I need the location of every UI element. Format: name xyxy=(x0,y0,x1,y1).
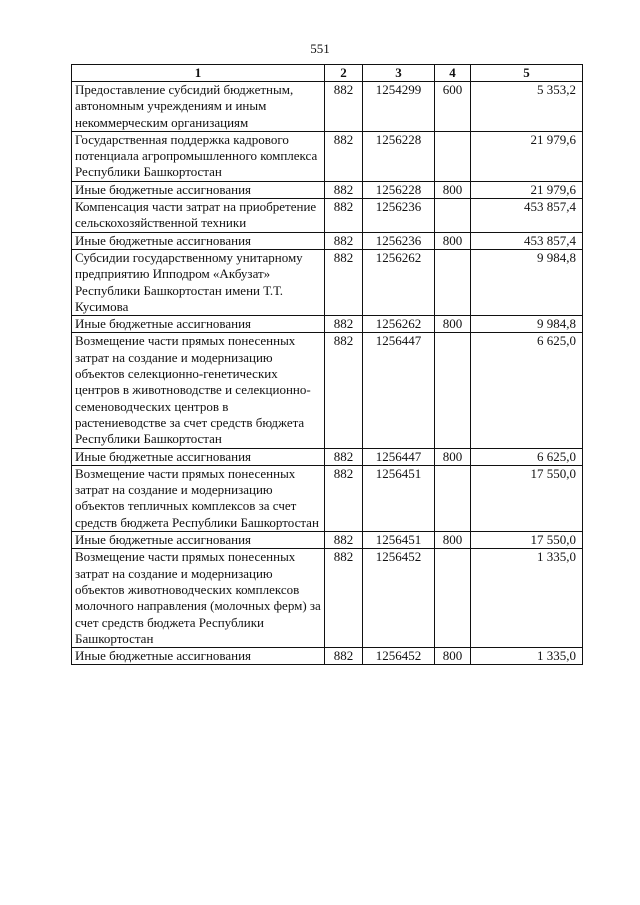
amount-cell: 21 979,6 xyxy=(471,181,583,198)
target-code-cell: 1256228 xyxy=(363,131,435,181)
expense-type-cell xyxy=(435,465,471,531)
expense-type-cell: 800 xyxy=(435,532,471,549)
expense-type-cell xyxy=(435,131,471,181)
ministry-code-cell: 882 xyxy=(325,333,363,448)
row-name-cell: Иные бюджетные ассигнования xyxy=(72,181,325,198)
row-name-cell: Иные бюджетные ассигнования xyxy=(72,648,325,665)
header-cell: 4 xyxy=(435,65,471,82)
amount-cell: 17 550,0 xyxy=(471,532,583,549)
amount-cell: 6 625,0 xyxy=(471,333,583,448)
table-row xyxy=(72,131,583,181)
table-row xyxy=(72,232,583,249)
table-row xyxy=(72,549,583,648)
ministry-code-cell: 882 xyxy=(325,199,363,233)
target-code-cell: 1256447 xyxy=(363,448,435,465)
expense-type-cell xyxy=(435,199,471,233)
ministry-code-cell: 882 xyxy=(325,181,363,198)
amount-cell: 17 550,0 xyxy=(471,465,583,531)
expense-type-cell xyxy=(435,333,471,448)
row-name-cell: Возмещение части прямых понесенных затрат на создание и модернизацию объектов селекционно-генетических центров в животноводстве и селекционно-семеноводческих центров в растениеводстве за счет средств бюджета Республики Башкортостан xyxy=(72,333,325,448)
row-name-cell: Иные бюджетные ассигнования xyxy=(72,448,325,465)
target-code-cell: 1256228 xyxy=(363,181,435,198)
amount-cell: 21 979,6 xyxy=(471,131,583,181)
row-name-cell: Предоставление субсидий бюджетным, автономным учреждениям и иным некоммерческим организациям xyxy=(72,82,325,132)
table-row xyxy=(72,316,583,333)
row-name-cell: Возмещение части прямых понесенных затрат на создание и модернизацию объектов животноводческих комплексов молочного направления (молочных ферм) за счет средств бюджета Республики Башкортостан xyxy=(72,549,325,648)
ministry-code-cell: 882 xyxy=(325,131,363,181)
target-code-cell: 1256452 xyxy=(363,648,435,665)
amount-cell: 6 625,0 xyxy=(471,448,583,465)
table-row xyxy=(72,249,583,315)
ministry-code-cell: 882 xyxy=(325,465,363,531)
ministry-code-cell: 882 xyxy=(325,532,363,549)
table-row xyxy=(72,465,583,531)
amount-cell: 453 857,4 xyxy=(471,232,583,249)
header-cell: 5 xyxy=(471,65,583,82)
row-name-cell: Иные бюджетные ассигнования xyxy=(72,316,325,333)
expense-type-cell xyxy=(435,549,471,648)
target-code-cell: 1256236 xyxy=(363,232,435,249)
amount-cell: 1 335,0 xyxy=(471,648,583,665)
table-row xyxy=(72,448,583,465)
expense-type-cell xyxy=(435,249,471,315)
page-number: 551 xyxy=(310,41,330,56)
expense-type-cell: 600 xyxy=(435,82,471,132)
row-name-cell: Возмещение части прямых понесенных затрат на создание и модернизацию объектов тепличных комплексов за счет средств бюджета Республики Башкортостан xyxy=(72,465,325,531)
table-row xyxy=(72,532,583,549)
table-row xyxy=(72,82,583,132)
amount-cell: 9 984,8 xyxy=(471,249,583,315)
target-code-cell: 1256447 xyxy=(363,333,435,448)
table-row xyxy=(72,648,583,665)
ministry-code-cell: 882 xyxy=(325,82,363,132)
target-code-cell: 1256262 xyxy=(363,249,435,315)
table-row xyxy=(72,333,583,448)
ministry-code-cell: 882 xyxy=(325,648,363,665)
header-row xyxy=(72,65,583,82)
amount-cell: 5 353,2 xyxy=(471,82,583,132)
expense-type-cell: 800 xyxy=(435,232,471,249)
amount-cell: 9 984,8 xyxy=(471,316,583,333)
header-cell: 1 xyxy=(72,65,325,82)
row-name-cell: Государственная поддержка кадрового потенциала агропромышленного комплекса Республики Башкортостан xyxy=(72,131,325,181)
expense-type-cell: 800 xyxy=(435,448,471,465)
ministry-code-cell: 882 xyxy=(325,316,363,333)
ministry-code-cell: 882 xyxy=(325,549,363,648)
budget-table xyxy=(71,64,583,665)
target-code-cell: 1254299 xyxy=(363,82,435,132)
ministry-code-cell: 882 xyxy=(325,448,363,465)
expense-type-cell: 800 xyxy=(435,316,471,333)
target-code-cell: 1256451 xyxy=(363,465,435,531)
ministry-code-cell: 882 xyxy=(325,232,363,249)
amount-cell: 1 335,0 xyxy=(471,549,583,648)
target-code-cell: 1256451 xyxy=(363,532,435,549)
row-name-cell: Компенсация части затрат на приобретение сельскохозяйственной техники xyxy=(72,199,325,233)
header-cell: 3 xyxy=(363,65,435,82)
row-name-cell: Иные бюджетные ассигнования xyxy=(72,232,325,249)
expense-type-cell: 800 xyxy=(435,648,471,665)
target-code-cell: 1256262 xyxy=(363,316,435,333)
table-row xyxy=(72,181,583,198)
row-name-cell: Субсидии государственному унитарному предприятию Ипподром «Акбузат» Республики Башкортостан имени Т.Т. Кусимова xyxy=(72,249,325,315)
header-cell: 2 xyxy=(325,65,363,82)
expense-type-cell: 800 xyxy=(435,181,471,198)
row-name-cell: Иные бюджетные ассигнования xyxy=(72,532,325,549)
ministry-code-cell: 882 xyxy=(325,249,363,315)
target-code-cell: 1256452 xyxy=(363,549,435,648)
table-body xyxy=(72,82,583,665)
table-row xyxy=(72,199,583,233)
amount-cell: 453 857,4 xyxy=(471,199,583,233)
target-code-cell: 1256236 xyxy=(363,199,435,233)
